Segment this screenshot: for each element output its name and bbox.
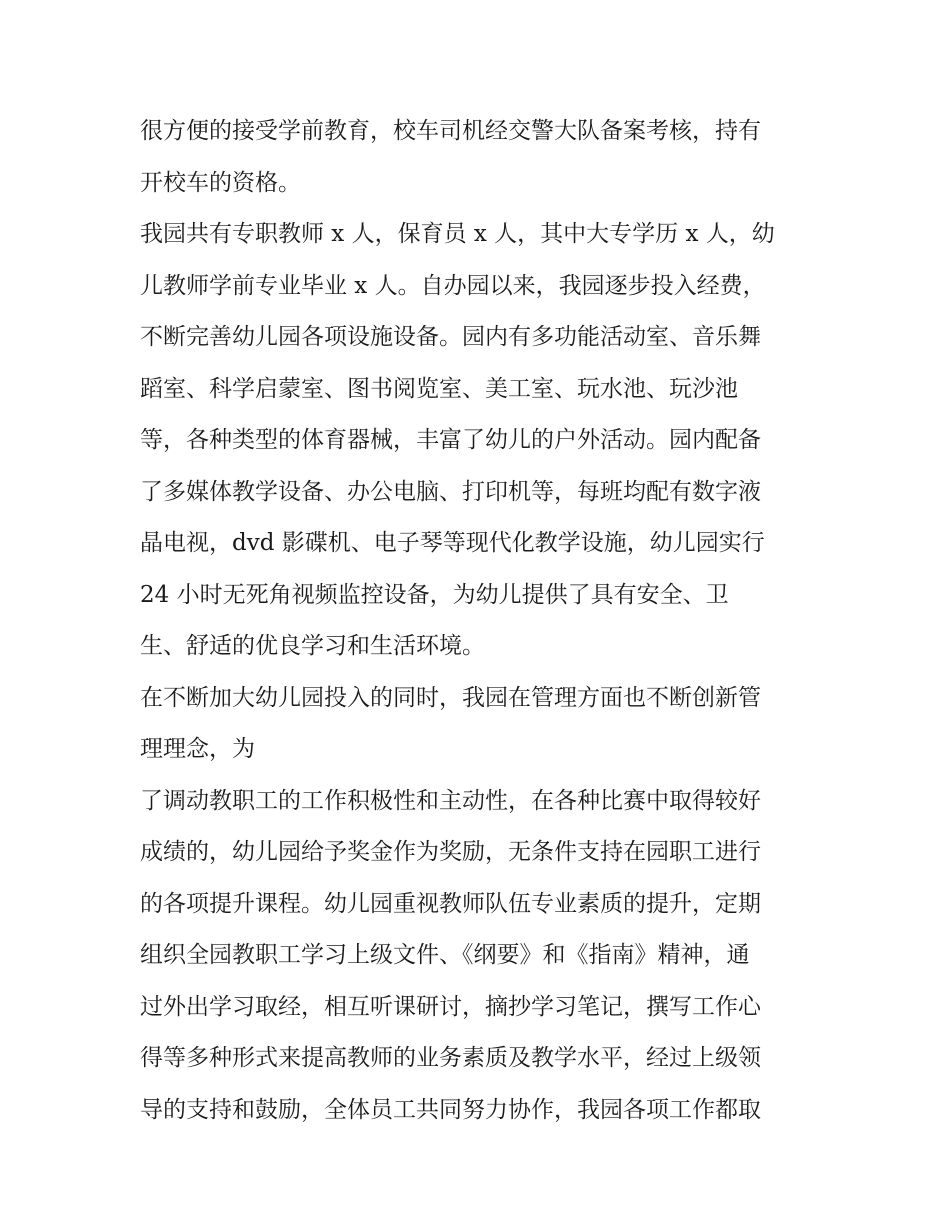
text-line: 晶电视，dvd 影碟机、电子琴等现代化教学设施，幼儿园实行 (140, 530, 765, 556)
text-line: 生、舒适的优良学习和生活环境。 (140, 633, 485, 659)
text-line: 得等多种形式来提高教师的业务素质及教学水平，经过上级领 (140, 1045, 761, 1071)
text-line: 了多媒体教学设备、办公电脑、打印机等，每班均配有数字液 (140, 478, 761, 505)
text-line: 蹈室、科学启蒙室、图书阅览室、美工室、玩水池、玩沙池 (140, 375, 738, 402)
text-line: 在不断加大幼儿园投入的同时，我园在管理方面也不断创新管 (140, 684, 761, 711)
text-line: 成绩的，幼儿园给予奖金作为奖励，无条件支持在园职工进行 (140, 839, 761, 865)
text-line: 24 小时无死角视频监控设备，为幼儿提供了具有安全、卫 (140, 581, 729, 608)
text-line: 理理念，为 (140, 736, 255, 762)
text-line: 不断完善幼儿园各项设施设备。园内有多功能活动室、音乐舞 (140, 324, 761, 350)
text-line: 我园共有专职教师 x 人，保育员 x 人，其中大专学历 x 人，幼 (140, 221, 775, 247)
text-line: 很方便的接受学前教育，校车司机经交警大队备案考核，持有 (140, 118, 761, 144)
text-line: 导的支持和鼓励，全体员工共同努力协作，我园各项工作都取 (140, 1096, 761, 1123)
text-line: 的各项提升课程。幼儿园重视教师队伍专业素质的提升，定期 (140, 890, 761, 917)
text-line: 儿教师学前专业毕业 x 人。自办园以来，我园逐步投入经费， (140, 272, 766, 299)
text-line: 了调动教职工的工作积极性和主动性，在各种比赛中取得较好 (140, 787, 761, 814)
text-line: 过外出学习取经，相互听课研讨，摘抄学习笔记，撰写工作心 (140, 993, 761, 1020)
text-line: 等，各种类型的体育器械，丰富了幼儿的户外活动。园内配备 (140, 427, 761, 453)
body-text (140, 106, 820, 1136)
text-line: 组织全园教职工学习上级文件、《纲要》和《指南》精神，通 (140, 942, 750, 968)
text-line: 开校车的资格。 (140, 169, 301, 196)
